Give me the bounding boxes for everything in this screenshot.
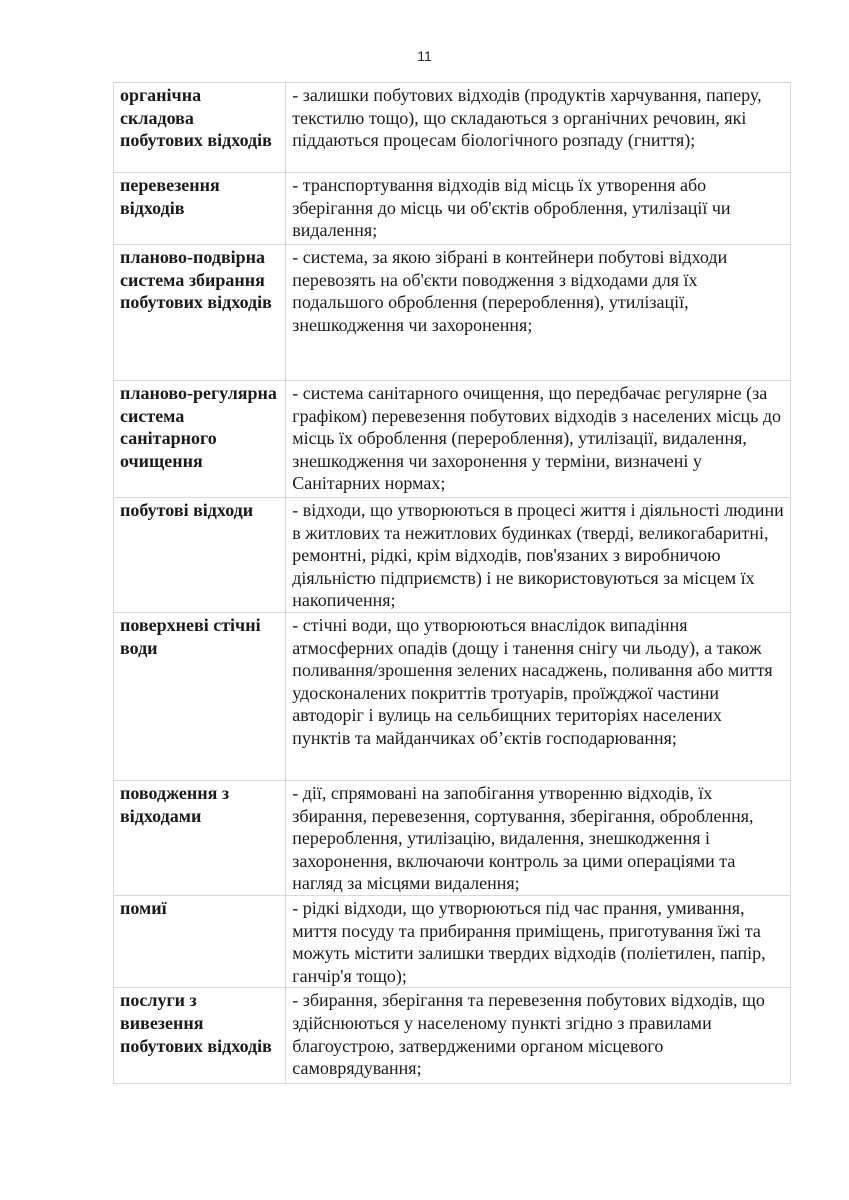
definition-cell: - відходи, що утворюються в процесі життя і діяльності людини в житлових та нежитлових будинках (тверді, великогабаритні, ремонтні, рідкі, крім відходів, пов'язаних з виробничою діяльністю підприємств) і не використовуються за місцем їх накопичення; [286,498,791,613]
term-cell: помиї [114,895,286,987]
term-cell: перевезення відходів [114,173,286,245]
definition-cell: - система санітарного очищення, що передбачає регулярне (за графіком) перевезення побутових відходів з населених місць до місць їх оброблення (перероблення), утилізації, видалення, знешкодження чи захоронення у терміни, визначені у Санітарних нормах; [286,381,791,498]
page-number: 11 [417,48,432,64]
definition-cell: - залишки побутових відходів (продуктів харчування, паперу, текстилю тощо), що складаються з органічних речовин, які піддаються процесам біологічного розпаду (гниття); [286,83,791,173]
term-cell: органічна складова побутових відходів [114,83,286,173]
term-cell: планово-подвірна система збирання побутових відходів [114,245,286,381]
definitions-table [113,82,791,1084]
term-cell: послуги з вивезення побутових відходів [114,988,286,1084]
definition-cell: - транспортування відходів від місць їх утворення або зберігання до місць чи об'єктів оброблення, утилізації чи видалення; [286,173,791,245]
definition-cell: - збирання, зберігання та перевезення побутових відходів, що здійснюються у населеному пункті згідно з правилами благоустрою, затвердженими органом місцевого самоврядування; [286,988,791,1084]
definition-cell: - стічні води, що утворюються внаслідок випадіння атмосферних опадів (дощу і танення снігу чи льоду), а також поливання/зрошення зелених насаджень, поливання або миття удосконалених покриттів тротуарів, проїжджої частини автодоріг і вулиць на сельбищних територіях населених пунктів та майданчиках об’єктів господарювання; [286,612,791,780]
table-row [114,988,791,1084]
term-cell: поводження з відходами [114,780,286,895]
definition-cell: - дії, спрямовані на запобігання утворенню відходів, їх збирання, перевезення, сортування, зберігання, оброблення, перероблення, утилізацію, видалення, знешкодження і захоронення, включаючи контроль за цими операціями та нагляд за місцями видалення; [286,780,791,895]
table-row [114,245,791,381]
table-row [114,498,791,613]
table-row [114,83,791,173]
table-row [114,173,791,245]
table-row [114,381,791,498]
term-cell: побутові відходи [114,498,286,613]
definition-cell: - рідкі відходи, що утворюються під час прання, умивання, миття посуду та прибирання приміщень, приготування їжі та можуть містити залишки твердих відходів (поліетилен, папір, ганчір'я тощо); [286,895,791,987]
term-cell: планово-регулярна система санітарного очищення [114,381,286,498]
definition-cell: - система, за якою зібрані в контейнери побутові відходи перевозять на об'єкти поводження з відходами для їх подальшого оброблення (перероблення), утилізації, знешкодження чи захоронення; [286,245,791,381]
table-row [114,895,791,987]
table-row [114,612,791,780]
term-cell: поверхневі стічні води [114,612,286,780]
table-row [114,780,791,895]
